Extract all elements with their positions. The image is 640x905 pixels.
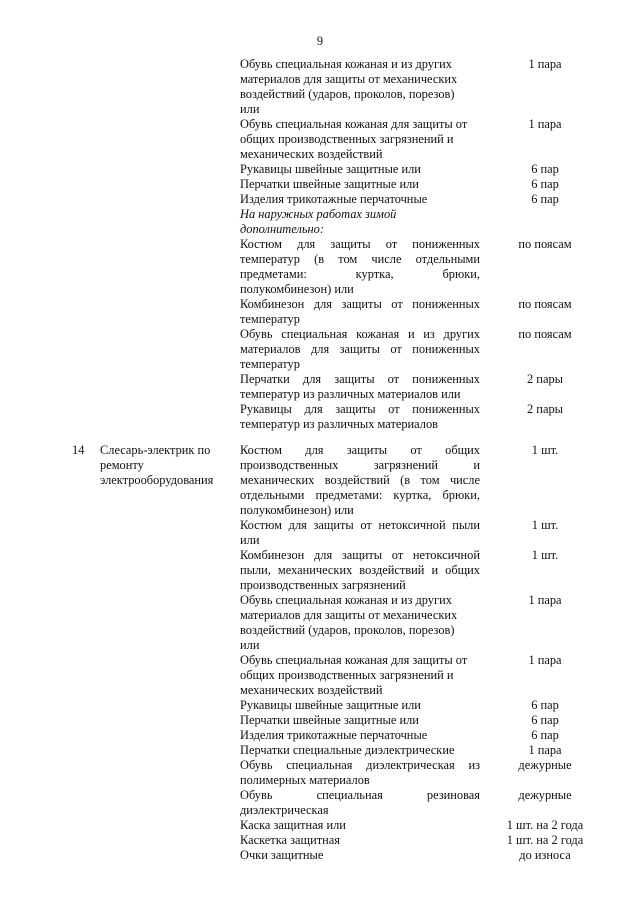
item-description <box>240 848 480 863</box>
item-description <box>240 758 480 788</box>
item-quantity: 2 пары <box>527 372 563 386</box>
item-line: Рукавицы для защиты от пониженных <box>240 402 480 416</box>
item-line: производственных загрязнений <box>240 578 406 592</box>
item-quantity: 1 шт. <box>531 518 559 532</box>
item-description <box>240 237 480 297</box>
item-line: температур из различных материалов <box>240 417 439 431</box>
item-line: или <box>240 638 260 652</box>
item-description <box>240 117 480 162</box>
item-line: Комбинезон для защиты от пониженных <box>240 297 480 311</box>
item-line: пыли, механических воздействий и общих <box>240 563 480 577</box>
item-description <box>240 713 480 728</box>
item-description <box>240 728 480 743</box>
item-line: Костюм для защиты от нетоксичной пыли <box>240 518 480 532</box>
profession-line: электрооборудования <box>100 473 214 487</box>
item-quantity: 1 пара <box>528 653 562 667</box>
item-line: механических воздействий <box>240 683 383 697</box>
item-line: полимерных материалов <box>240 773 370 787</box>
item-quantity: 1 пара <box>528 117 562 131</box>
item-line: температур <box>240 312 300 326</box>
item-quantity: 1 пара <box>528 57 562 71</box>
item-line: Обувь специальная кожаная для защиты от <box>240 653 468 667</box>
item-quantity: 1 пара <box>528 593 562 607</box>
item-description <box>240 327 480 372</box>
item-line: общих производственных загрязнений и <box>240 132 454 146</box>
item-line: Каскетка защитная <box>240 833 340 847</box>
item-line: Обувь специальная кожаная и из других <box>240 57 452 71</box>
item-line: механических воздействий (в том числе <box>240 473 480 487</box>
item-line: Обувь специальная диэлектрическая из <box>240 758 480 772</box>
item-quantity: 2 пары <box>527 402 563 416</box>
item-line: воздействий (ударов, проколов, порезов) <box>240 87 455 101</box>
item-line: общих производственных загрязнений и <box>240 668 454 682</box>
item-description <box>240 593 480 653</box>
item-line: Изделия трикотажные перчаточные <box>240 192 428 206</box>
item-description <box>240 698 480 713</box>
item-line: производственных загрязнений и <box>240 458 480 472</box>
item-line: Перчатки швейные защитные или <box>240 177 419 191</box>
item-description <box>240 518 480 548</box>
item-quantity: дежурные <box>518 788 572 802</box>
item-description <box>240 297 480 327</box>
item-line: диэлектрическая <box>240 803 329 817</box>
item-line: или <box>240 102 260 116</box>
item-line: Перчатки швейные защитные или <box>240 713 419 727</box>
item-line: воздействий (ударов, проколов, порезов) <box>240 623 455 637</box>
item-line: Каска защитная или <box>240 818 346 832</box>
item-quantity: до износа <box>519 848 571 862</box>
item-line: Костюм для защиты от пониженных <box>240 237 480 251</box>
item-quantity: 6 пар <box>531 698 559 712</box>
item-description <box>240 653 480 698</box>
item-quantity: 1 шт. на 2 года <box>506 833 584 847</box>
item-line: На наружных работах зимой <box>240 207 397 221</box>
item-description <box>240 833 480 848</box>
item-description <box>240 162 480 177</box>
item-line: Обувь специальная кожаная и из других <box>240 593 452 607</box>
profession-line: ремонту <box>100 458 144 472</box>
item-line: Костюм для защиты от общих <box>240 443 480 457</box>
item-line: температур (в том числе отдельными <box>240 252 480 266</box>
item-description <box>240 177 480 192</box>
item-line: дополнительно: <box>240 222 324 236</box>
item-quantity: 6 пар <box>531 713 559 727</box>
item-quantity: 6 пар <box>531 192 559 206</box>
item-line: температур из различных материалов или <box>240 387 461 401</box>
item-description <box>240 372 480 402</box>
item-line: Комбинезон для защиты от нетоксичной <box>240 548 480 562</box>
item-line: Рукавицы швейные защитные или <box>240 698 421 712</box>
item-description <box>240 548 480 593</box>
item-quantity: 6 пар <box>531 162 559 176</box>
row-number: 14 <box>72 443 85 457</box>
item-line: Перчатки для защиты от пониженных <box>240 372 480 386</box>
item-line: отдельными предметами: куртка, брюки, <box>240 488 480 502</box>
item-quantity: по поясам <box>518 297 572 311</box>
item-line: полукомбинезон) или <box>240 282 354 296</box>
item-quantity: дежурные <box>518 758 572 772</box>
item-quantity: 1 шт. <box>531 548 559 562</box>
item-description <box>240 192 480 207</box>
profession-line: Слесарь-электрик по <box>100 443 211 457</box>
item-description <box>240 443 480 518</box>
item-quantity: 1 шт. <box>531 443 559 457</box>
item-quantity: 1 шт. на 2 года <box>506 818 584 832</box>
item-line: материалов для защиты от механических <box>240 608 458 622</box>
page-number: 9 <box>316 34 324 48</box>
item-line: Обувь специальная резиновая <box>240 788 480 802</box>
item-description <box>240 743 480 758</box>
item-quantity: по поясам <box>518 237 572 251</box>
item-description <box>240 207 480 237</box>
item-line: Обувь специальная кожаная и из других <box>240 327 480 341</box>
item-line: Очки защитные <box>240 848 324 862</box>
item-description <box>240 818 480 833</box>
item-line: материалов для защиты от механических <box>240 72 458 86</box>
item-quantity: по поясам <box>518 327 572 341</box>
profession-name <box>100 443 230 488</box>
item-line: Перчатки специальные диэлектрические <box>240 743 455 757</box>
item-quantity: 6 пар <box>531 728 559 742</box>
item-line: материалов для защиты от пониженных <box>240 342 480 356</box>
item-line: полукомбинезон) или <box>240 503 354 517</box>
item-description <box>240 788 480 818</box>
item-line: или <box>240 533 260 547</box>
item-line: Рукавицы швейные защитные или <box>240 162 421 176</box>
item-line: Изделия трикотажные перчаточные <box>240 728 428 742</box>
item-line: температур <box>240 357 300 371</box>
item-line: механических воздействий <box>240 147 383 161</box>
item-description <box>240 402 480 432</box>
item-description <box>240 57 480 117</box>
item-quantity: 1 пара <box>528 743 562 757</box>
item-line: предметами: куртка, брюки, <box>240 267 480 281</box>
item-quantity: 6 пар <box>531 177 559 191</box>
item-line: Обувь специальная кожаная для защиты от <box>240 117 468 131</box>
